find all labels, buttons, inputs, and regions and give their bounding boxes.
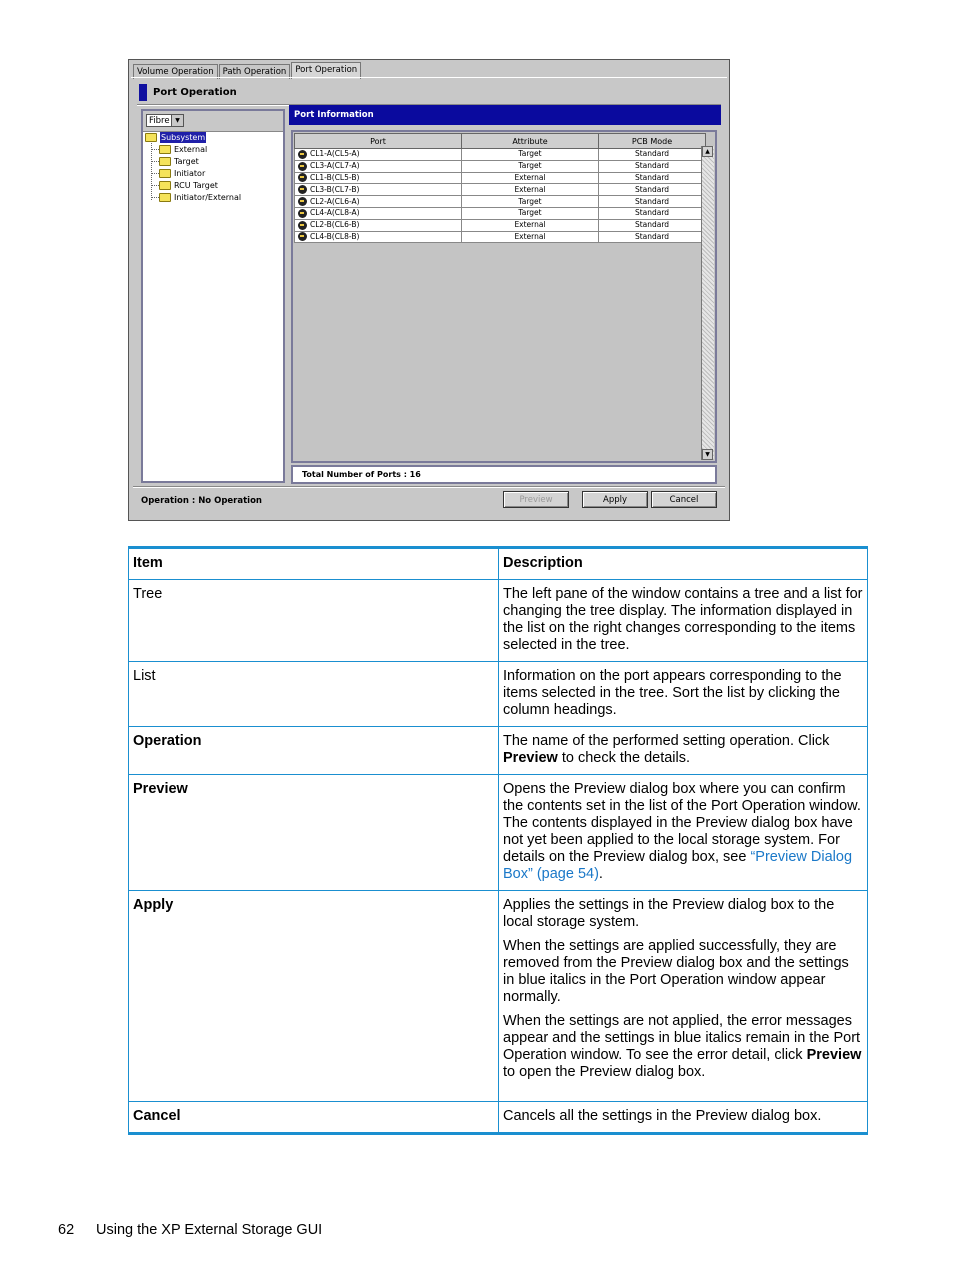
tab-volume-operation[interactable]: Volume Operation <box>133 64 218 79</box>
port-type-value: Fibre <box>149 116 170 126</box>
description-cell <box>499 775 868 891</box>
preview-dialog-link[interactable]: “Preview Dialog Box” (page 54) <box>503 849 853 882</box>
description-emphasis: Preview <box>806 1047 862 1063</box>
tab-divider <box>131 77 727 78</box>
port-icon <box>298 185 307 194</box>
port-name: CL4-A(CL8-A) <box>310 208 360 218</box>
description-paragraph <box>503 1013 863 1081</box>
tree-node-target[interactable]: Target <box>159 156 199 167</box>
item-cell: Tree <box>129 580 499 662</box>
table-row <box>129 727 868 775</box>
port-name: CL1-B(CL5-B) <box>310 172 360 182</box>
column-header-pcb-mode[interactable]: PCB Mode <box>599 134 706 149</box>
folder-icon <box>159 145 171 154</box>
description-table <box>128 546 868 1135</box>
table-row <box>129 891 868 1102</box>
port-icon <box>298 173 307 182</box>
tab-port-operation[interactable]: Port Operation <box>291 62 361 79</box>
page-footer <box>58 1222 322 1238</box>
vertical-scrollbar[interactable] <box>701 146 714 460</box>
table-row[interactable] <box>295 207 706 219</box>
port-list <box>291 130 717 463</box>
table-row[interactable] <box>295 231 706 243</box>
operation-status: Operation : No Operation <box>141 496 262 506</box>
tree-connector <box>152 161 159 162</box>
folder-icon <box>159 169 171 178</box>
port-cell <box>295 196 462 208</box>
footer-title: Using the XP External Storage GUI <box>96 1222 323 1238</box>
attribute-cell: Target <box>462 149 599 161</box>
folder-icon <box>159 157 171 166</box>
pcb-mode-cell: Standard <box>599 184 706 196</box>
tree-node-subsystem[interactable]: Subsystem <box>145 132 206 143</box>
port-icon <box>298 197 307 206</box>
table-header-row <box>129 548 868 580</box>
page-title: Port Operation <box>153 87 237 98</box>
table-row[interactable] <box>295 196 706 208</box>
attribute-cell: Target <box>462 196 599 208</box>
description-cell: Information on the port appears corresponding to the items selected in the tree. Sort the list by clicking the column headings. <box>499 662 868 727</box>
cancel-button[interactable]: Cancel <box>651 491 717 508</box>
port-name: CL1-A(CL5-A) <box>310 149 360 159</box>
folder-open-icon <box>145 133 157 142</box>
port-name: CL2-B(CL6-B) <box>310 220 360 230</box>
scroll-up-icon[interactable]: ▲ <box>702 146 713 157</box>
pcb-mode-cell: Standard <box>599 160 706 172</box>
port-operation-window <box>128 59 730 521</box>
attribute-cell: Target <box>462 207 599 219</box>
attribute-cell: External <box>462 231 599 243</box>
port-icon <box>298 162 307 171</box>
description-text: to open the Preview dialog box. <box>503 1064 706 1080</box>
folder-icon <box>159 181 171 190</box>
item-cell: List <box>129 662 499 727</box>
preview-button[interactable]: Preview <box>503 491 569 508</box>
port-cell <box>295 160 462 172</box>
table-row[interactable] <box>295 149 706 161</box>
chevron-down-icon[interactable]: ▼ <box>171 115 183 126</box>
port-cell <box>295 219 462 231</box>
port-cell <box>295 149 462 161</box>
description-header: Description <box>499 548 868 580</box>
port-table <box>294 133 706 243</box>
column-header-attribute[interactable]: Attribute <box>462 134 599 149</box>
item-cell: Preview <box>129 775 499 891</box>
port-information-title: Port Information <box>289 105 721 125</box>
port-name: CL3-A(CL7-A) <box>310 161 360 171</box>
pcb-mode-cell: Standard <box>599 172 706 184</box>
port-icon <box>298 221 307 230</box>
pcb-mode-cell: Standard <box>599 231 706 243</box>
apply-button[interactable]: Apply <box>582 491 648 508</box>
description-text: to check the details. <box>557 750 691 766</box>
description-text: . <box>598 866 603 882</box>
table-row <box>129 775 868 891</box>
port-cell <box>295 231 462 243</box>
port-information-pane <box>287 104 721 486</box>
port-name: CL4-B(CL8-B) <box>310 231 360 241</box>
total-ports: Total Number of Ports : 16 <box>291 465 717 484</box>
attribute-cell: External <box>462 184 599 196</box>
port-icon <box>298 232 307 241</box>
port-name: CL2-A(CL6-A) <box>310 196 360 206</box>
description-paragraph: Applies the settings in the Preview dialog box to the local storage system. <box>503 897 835 930</box>
table-row[interactable] <box>295 219 706 231</box>
description-cell: The left pane of the window contains a tree and a list for changing the tree display. The information displayed in the list on the right changes corresponding to the items selected in the tree. <box>499 580 868 662</box>
pcb-mode-cell: Standard <box>599 219 706 231</box>
tree-connector <box>152 149 159 150</box>
description-cell <box>499 891 868 1102</box>
scroll-down-icon[interactable]: ▼ <box>702 449 713 460</box>
description-cell: Cancels all the settings in the Preview dialog box. <box>499 1102 868 1134</box>
description-emphasis: Preview <box>503 750 558 766</box>
port-cell <box>295 207 462 219</box>
tree-node-initiator[interactable]: Initiator <box>159 168 205 179</box>
table-row <box>129 580 868 662</box>
tab-bar <box>133 62 362 78</box>
pcb-mode-cell: Standard <box>599 149 706 161</box>
tree-connector <box>152 185 159 186</box>
tree-node-external[interactable]: External <box>159 144 207 155</box>
description-text: When the settings are not applied, the error messages appear and the settings in blue italics remain in the Port Operation window. To see the error detail, click <box>503 1013 861 1063</box>
description-text: Opens the Preview dialog box where you can confirm the contents set in the list of the Port Operation window. The contents displayed in the Preview dialog box have not yet been applied to the local storage system. For details on the Preview dialog box, see <box>503 781 861 865</box>
tree-node-rcu-target[interactable]: RCU Target <box>159 180 218 191</box>
column-header-port[interactable]: Port <box>295 134 462 149</box>
attribute-cell: External <box>462 219 599 231</box>
description-paragraph: When the settings are applied successfully, they are removed from the Preview dialog box and the settings in blue italics in the Port Operation window appear normally. <box>503 938 849 1005</box>
pcb-mode-cell: Standard <box>599 196 706 208</box>
port-name: CL3-B(CL7-B) <box>310 184 360 194</box>
footer-divider <box>133 486 725 488</box>
table-row[interactable] <box>295 172 706 184</box>
attribute-cell: External <box>462 172 599 184</box>
port-cell <box>295 184 462 196</box>
table-row <box>129 1102 868 1134</box>
tree-connector <box>152 173 159 174</box>
tab-path-operation[interactable]: Path Operation <box>219 64 291 79</box>
page-number: 62 <box>58 1222 75 1238</box>
port-icon <box>298 209 307 218</box>
folder-icon <box>159 193 171 202</box>
description-cell <box>499 727 868 775</box>
header-marker <box>139 84 147 101</box>
port-cell <box>295 172 462 184</box>
table-row[interactable] <box>295 184 706 196</box>
tree-pane <box>141 109 285 483</box>
attribute-cell: Target <box>462 160 599 172</box>
port-type-select[interactable] <box>146 114 184 127</box>
item-header: Item <box>129 548 499 580</box>
tree-toolbar <box>143 111 283 132</box>
table-row[interactable] <box>295 160 706 172</box>
table-row <box>129 662 868 727</box>
tree-connector <box>152 197 159 198</box>
item-cell: Apply <box>129 891 499 1102</box>
pcb-mode-cell: Standard <box>599 207 706 219</box>
item-cell: Cancel <box>129 1102 499 1134</box>
port-icon <box>298 150 307 159</box>
tree-node-initiator-external[interactable]: Initiator/External <box>159 192 241 203</box>
description-text: The name of the performed setting operation. Click <box>503 733 830 749</box>
item-cell: Operation <box>129 727 499 775</box>
